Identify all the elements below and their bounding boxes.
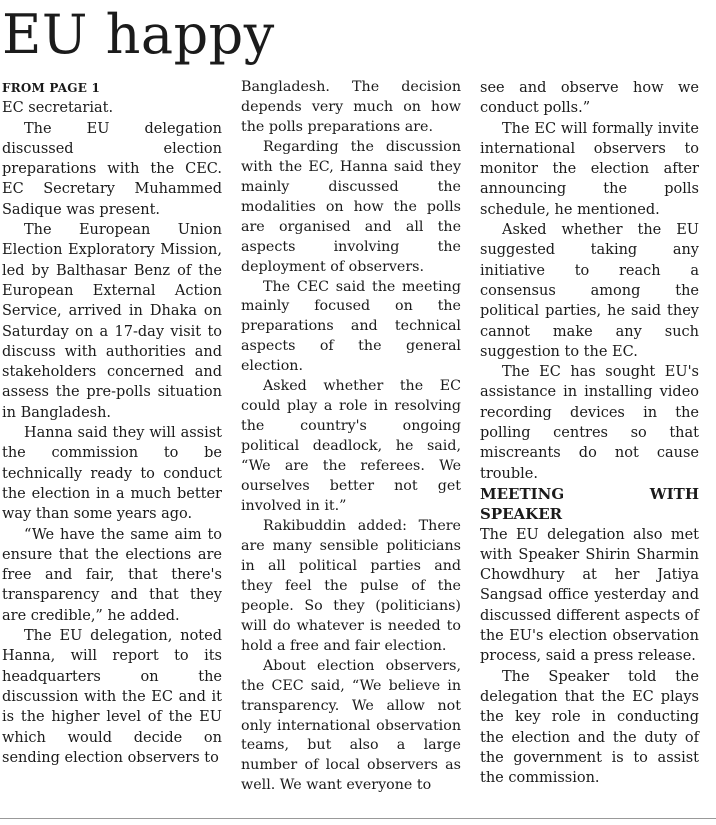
paragraph: The EU delegation, noted Hanna, will report to its headquarters on the discussion with the EC and it is the higher level of the EU which would decide on sending election observers to xyxy=(2,628,222,766)
subheading: MEETING WITH SPEAKER xyxy=(480,484,699,524)
paragraph: Hanna said they will assist the commission to be technically ready to conduct the election in a much better way than some years ago. xyxy=(2,425,222,523)
paragraph: The EC will formally invite international observers to monitor the election after announcing the polls schedule, he mentioned. xyxy=(480,120,699,218)
paragraph: EC secretariat. xyxy=(2,100,114,117)
paragraph: Regarding the discussion with the EC, Hanna said they mainly discussed the modalities on how the polls are organised and all the aspects involving the deployment of observers. xyxy=(241,138,461,275)
paragraph: The European Union Election Exploratory Mission, led by Balthasar Benz of the European External Action Service, arrived in Dhaka on Saturday on a 17-day visit to discuss with authorities and stakeholders concerned and assess the pre-polls situation in Bangladesh. xyxy=(2,222,222,421)
paragraph: “We have the same aim to ensure that the elections are free and fair, that there's transparency and that they are credible,” he added. xyxy=(2,526,222,624)
article-column-1 xyxy=(2,78,222,768)
paragraph: see and observe how we conduct polls.” xyxy=(480,80,699,117)
paragraph: The EC has sought EU's assistance in installing video recording devices in the polling centres so that miscreants do not cause trouble. xyxy=(480,364,699,482)
paragraph: The CEC said the meeting mainly focused on the preparations and technical aspects of the general election. xyxy=(241,278,461,375)
jump-line: FROM PAGE 1 xyxy=(2,81,100,95)
paragraph: The EU delegation also met with Speaker Shirin Sharmin Chowdhury at her Jatiya Sangsad office yesterday and discussed different aspects of the EU's election observation process, said a press release. xyxy=(480,526,699,665)
paragraph: Asked whether the EU suggested taking any initiative to reach a consensus among the political parties, he said they cannot make any such suggestion to the EC. xyxy=(480,222,699,360)
paragraph: Bangladesh. The decision depends very much on how the polls preparations are. xyxy=(241,79,461,135)
paragraph: The Speaker told the delegation that the EC plays the key role in conducting the election and the duty of the government is to assist the commission. xyxy=(480,668,699,787)
article-column-3 xyxy=(480,78,699,788)
bottom-rule xyxy=(0,818,716,819)
article-column-2 xyxy=(241,78,461,796)
headline: EU happy xyxy=(2,3,275,66)
paragraph: Rakibuddin added: There are many sensible politicians in all political parties and they feel the pulse of the people. So they (politicians) will do whatever is needed to hold a free and fair election. xyxy=(241,517,461,654)
paragraph: About election observers, the CEC said, “We believe in transparency. We allow not only international observation teams, but also a large number of local observers as well. We want everyone to xyxy=(241,657,461,794)
paragraph: Asked whether the EC could play a role in resolving the country's ongoing political deadlock, he said, “We are the referees. We ourselves better not get involved in it.” xyxy=(241,378,461,515)
paragraph: The EU delegation discussed election preparations with the CEC. EC Secretary Muhammed Sadique was present. xyxy=(2,120,222,218)
